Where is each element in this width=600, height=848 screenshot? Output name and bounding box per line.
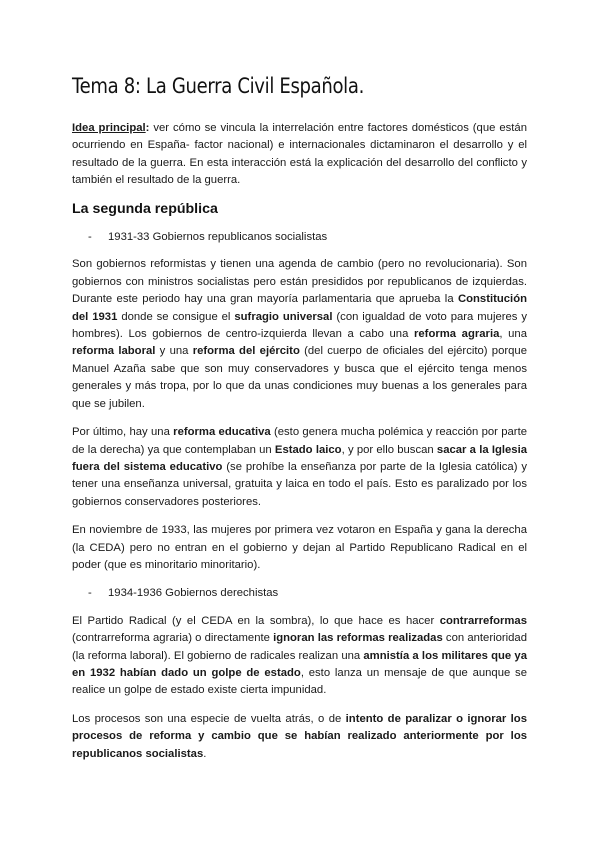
text-run: El Partido Radical (y el CEDA en la sombra), lo que hace es hacer: [72, 614, 440, 627]
dash-marker: -: [88, 587, 92, 600]
list-item-text: 1931-33 Gobiernos republicanos socialistas: [108, 231, 328, 244]
text-run: , esto lanza un mensaje de que aunque se realice un golpe de estado existe cierta impunidad.: [72, 666, 527, 697]
text-run: (se prohíbe la enseñanza por parte de la Iglesia católica) y tener una enseñanza universal, gratuita y laica en todo el país. Esto es paralizado por los gobiernos conservadores posteriores.: [72, 460, 527, 508]
bold-run: sufragio universal: [234, 310, 333, 323]
dash-marker: -: [88, 231, 92, 244]
text-run: .: [203, 747, 207, 760]
bold-run: ignoran las reformas realizadas: [273, 632, 443, 645]
document-body: [72, 120, 527, 774]
bold-run: reforma del ejército: [192, 345, 300, 358]
bold-run: intento de paralizar o ignorar los procesos de reforma y cambio que se habían realizado anteriormente por los republicanos socialistas: [72, 712, 527, 760]
bold-run: reforma laboral: [72, 345, 156, 358]
bold-run: reforma educativa: [173, 426, 271, 439]
bold-run: contrarreformas: [439, 614, 527, 627]
section-heading: La segunda república: [72, 200, 218, 217]
list-item: [88, 229, 527, 246]
list-item-text: 1934-1936 Gobiernos derechistas: [108, 587, 279, 600]
bold-run: Constitución del 1931: [72, 293, 527, 323]
text-run: donde se consigue el: [117, 310, 235, 323]
bold-run: sacar a la Iglesia fuera del sistema educativo: [72, 443, 528, 473]
text-run: (del cuerpo de oficiales del ejército) porque Manuel Azaña sabe que son muy conservadores y busca que el ejército tenga menos generales y más tropa, por lo que da unas condiciones muy buenas a los generales para que se jubilen.: [72, 345, 527, 410]
paragraph-5: [72, 711, 527, 763]
text-run: Los procesos son una especie de vuelta atrás, o de: [72, 712, 346, 725]
text-run: Son gobiernos reformistas y tienen una agenda de cambio (pero no revolucionaria). Son gobiernos con ministros socialistas pero están presididos por republicanos de izquierdas. Durante este periodo hay una gran mayoría parlamentaria que aprueba la: [72, 258, 527, 306]
paragraph-2: [72, 424, 527, 511]
bold-run: Estado laico: [274, 443, 342, 456]
idea-label: Idea principal: [72, 122, 146, 134]
bold-run: amnistía a los militares que ya en 1932 habían dado un golpe de estado: [72, 649, 527, 679]
idea-paragraph: [72, 120, 527, 190]
text-run: Por último, hay una: [72, 426, 174, 439]
text-run: , una: [499, 328, 527, 341]
text-run: y una: [155, 345, 193, 358]
text-run: (con igualdad de voto para mujeres y hombres). Los gobiernos de centro-izquierda llevan a cabo una: [72, 310, 528, 341]
paragraph-1: [72, 256, 527, 413]
list-item: [88, 585, 527, 602]
bold-run: reforma agraria: [414, 328, 500, 341]
page-title: Tema 8: La Guerra Civil Española.: [72, 74, 364, 98]
text-run: (esto genera mucha polémica y reacción por parte de la derecha) ya que contemplaban un: [72, 426, 527, 456]
paragraph-4: [72, 613, 527, 700]
text-run: (contrarreforma agraria) o directamente: [72, 632, 274, 645]
text-run: , y por ello buscan: [341, 443, 437, 456]
paragraph-3: En noviembre de 1933, las mujeres por primera vez votaron en España y gana la derecha (la CEDA) pero no entran en el gobierno y dejan al Partido Republicano Radical en el poder (que es minoritario minoritario).: [72, 524, 527, 571]
idea-text: ver cómo se vincula la interrelación entre factores domésticos (que están ocurriendo en España- factor nacional) e internacionales dictaminaron el desarrollo y el resultado de la guerra. En esta interacción está la explicación del desarrollo del conflicto y también el resultado de la guerra.: [72, 122, 527, 187]
text-run: con anterioridad (la reforma laboral). El gobierno de radicales realizan una: [72, 632, 527, 662]
idea-colon: :: [145, 122, 150, 134]
